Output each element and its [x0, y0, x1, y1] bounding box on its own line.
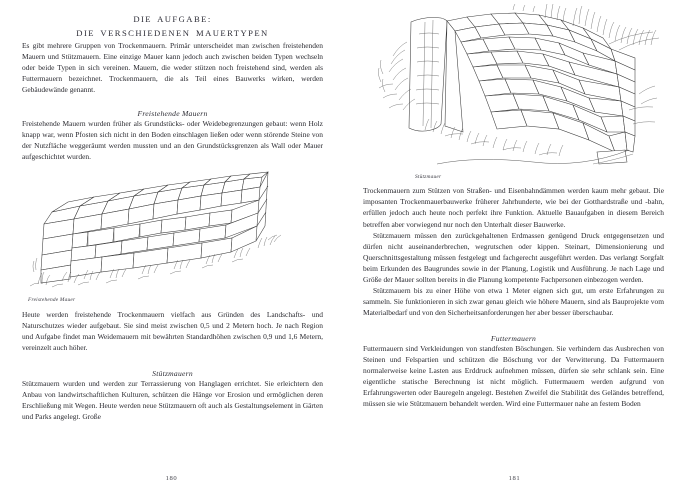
- section-heading-freistehende-mauern: Freistehende Mauern: [137, 109, 208, 119]
- right-paragraph-4: Futtermauern sind Verkleidungen von standfesten Böschungen. Sie verhindern das Ausbrechen von Steinen und Felspartien und schützen die Böschung vor der Verwitterung. Da Futtermauern normalerweise keine Lasten aus Erddruck aufnehmen müssen, dürfen sie sehr schlank sein. Eine eigentliche statische Berechnung ist nicht möglich. Futtermauern werden aufgrund von Erfahrungswerten oder Bauregeln angelegt. Bestehen Zweifel die Stabilität des Geländes betreffend, müssen sie wie Stützmauern behandelt werden. Wird eine Futtermauer nahe an festem Boden: [363, 343, 664, 409]
- intro-paragraph: Es gibt mehrere Gruppen von Trockenmauern. Primär unterscheidet man zwischen freistehenden Mauern und Stützmauern. Eine einzige Mauer kann jedoch auch zwischen beiden Typen wechseln oder beide Typen in sich vereinen. Mauern, die weder stützen noch freistehend sind, werden als Futtermauern bezeichnet. Trockenmauern, die als Teil eines Bauwerks wirken, werden Gebäudewände genannt.: [22, 41, 323, 95]
- section-heading-futtermauern: Futtermauern: [490, 333, 537, 343]
- right-paragraph-2: Stützmauern müssen den zurückgehaltenen Erdmassen genügend Druck entgegensetzen und dürfen nicht auseinanderbrechen, wegrutschen oder kippen. Steinart, Dimensionierung und Querschnittsgestaltung müssen festgelegt und fachgerecht ausgeführt werden. Das verlangt Sorgfalt beim Erkunden des Baugrundes sowie in der Planung, Logistik und Ausführung. Je nach Lage und Größe der Mauer sollten bereits in die Planung kompetente Fachpersonen einbezogen werden.: [363, 230, 664, 284]
- right-paragraph-1: Trockenmauern zum Stützen von Straßen- und Eisenbahndämmen werden kaum mehr gebaut. Die imposanten Trockenmauerbauwerke früherer Jahrhunderte, wie bei der Gotthardstraße und -bahn, erfüllen jedoch auch heute noch perfekt ihre Funktion. Aktuelle Bauaufgaben in diesem Bereich betreffen aber vorwiegend nur noch den Unterhalt dieser Bauwerke.: [363, 186, 664, 229]
- folio-left: 180: [165, 475, 178, 482]
- right-paragraph-3: Stützmauern bis zu einer Höhe von etwa 1 Meter eignen sich gut, um erste Erfahrungen zu sammeln. Sie funktionieren in sich zwar genau gleich wie höhere Mauern, sind als Bauprojekte vom Materialbedarf und von den Sicherheitsanforderungen her aber besser überschaubar.: [363, 285, 664, 317]
- section-heading-stuetzmauern: Stützmauern: [152, 369, 193, 378]
- folio-right: 181: [508, 475, 521, 482]
- section-1-paragraph-2: Heute werden freistehende Trockenmauern vielfach aus Gründen des Landschafts- und Naturschutzes wieder aufgebaut. Sie sind meist zwischen 0,5 und 2 Metern hoch. Je nach Region und Aufgabe findet man Weidemauern mit bewährten Standardhöhen zwischen 0,9 und 1,6 Metern, vereinzelt auch höher.: [22, 309, 323, 352]
- figure-stuetzmauer: [363, 4, 664, 174]
- figure-freistehende-mauer: [22, 166, 323, 296]
- chapter-title-line-2: DIE VERSCHIEDENEN MAUERTYPEN: [76, 28, 269, 38]
- section-2-paragraph: Stützmauern wurden und werden zur Terrassierung von Hanglagen errichtet. Sie erleichtern den Anbau von landwirtschaftlichen Kulturen, schützen die Hänge vor Erosion und ermöglichen deren Erschließung mit Wegen. Heute werden neue Stützmauern oft auch als Gestaltungselement in Gärten und Parks angelegt. Große: [22, 379, 323, 422]
- figure-caption-freistehende-mauer: Freistehende Mauer: [28, 297, 76, 304]
- page-right: [343, 0, 686, 492]
- section-1-paragraph: Freistehende Mauern wurden früher als Grundstücks- oder Weidebegrenzungen gebaut: wenn Holz knapp war, wenn Pfosten sich nicht in den Boden einschlagen ließen oder wenn störende Steine von der Nutzfläche weggeräumt werden mussten und an den Grundstücksgrenzen als Wall oder Mauer aufgeschichtet wurden.: [22, 119, 323, 162]
- chapter-title: [22, 12, 323, 40]
- figure-caption-stuetzmauer: Stützmauer: [415, 174, 442, 180]
- chapter-title-line-1: DIE AUFGABE:: [133, 14, 212, 24]
